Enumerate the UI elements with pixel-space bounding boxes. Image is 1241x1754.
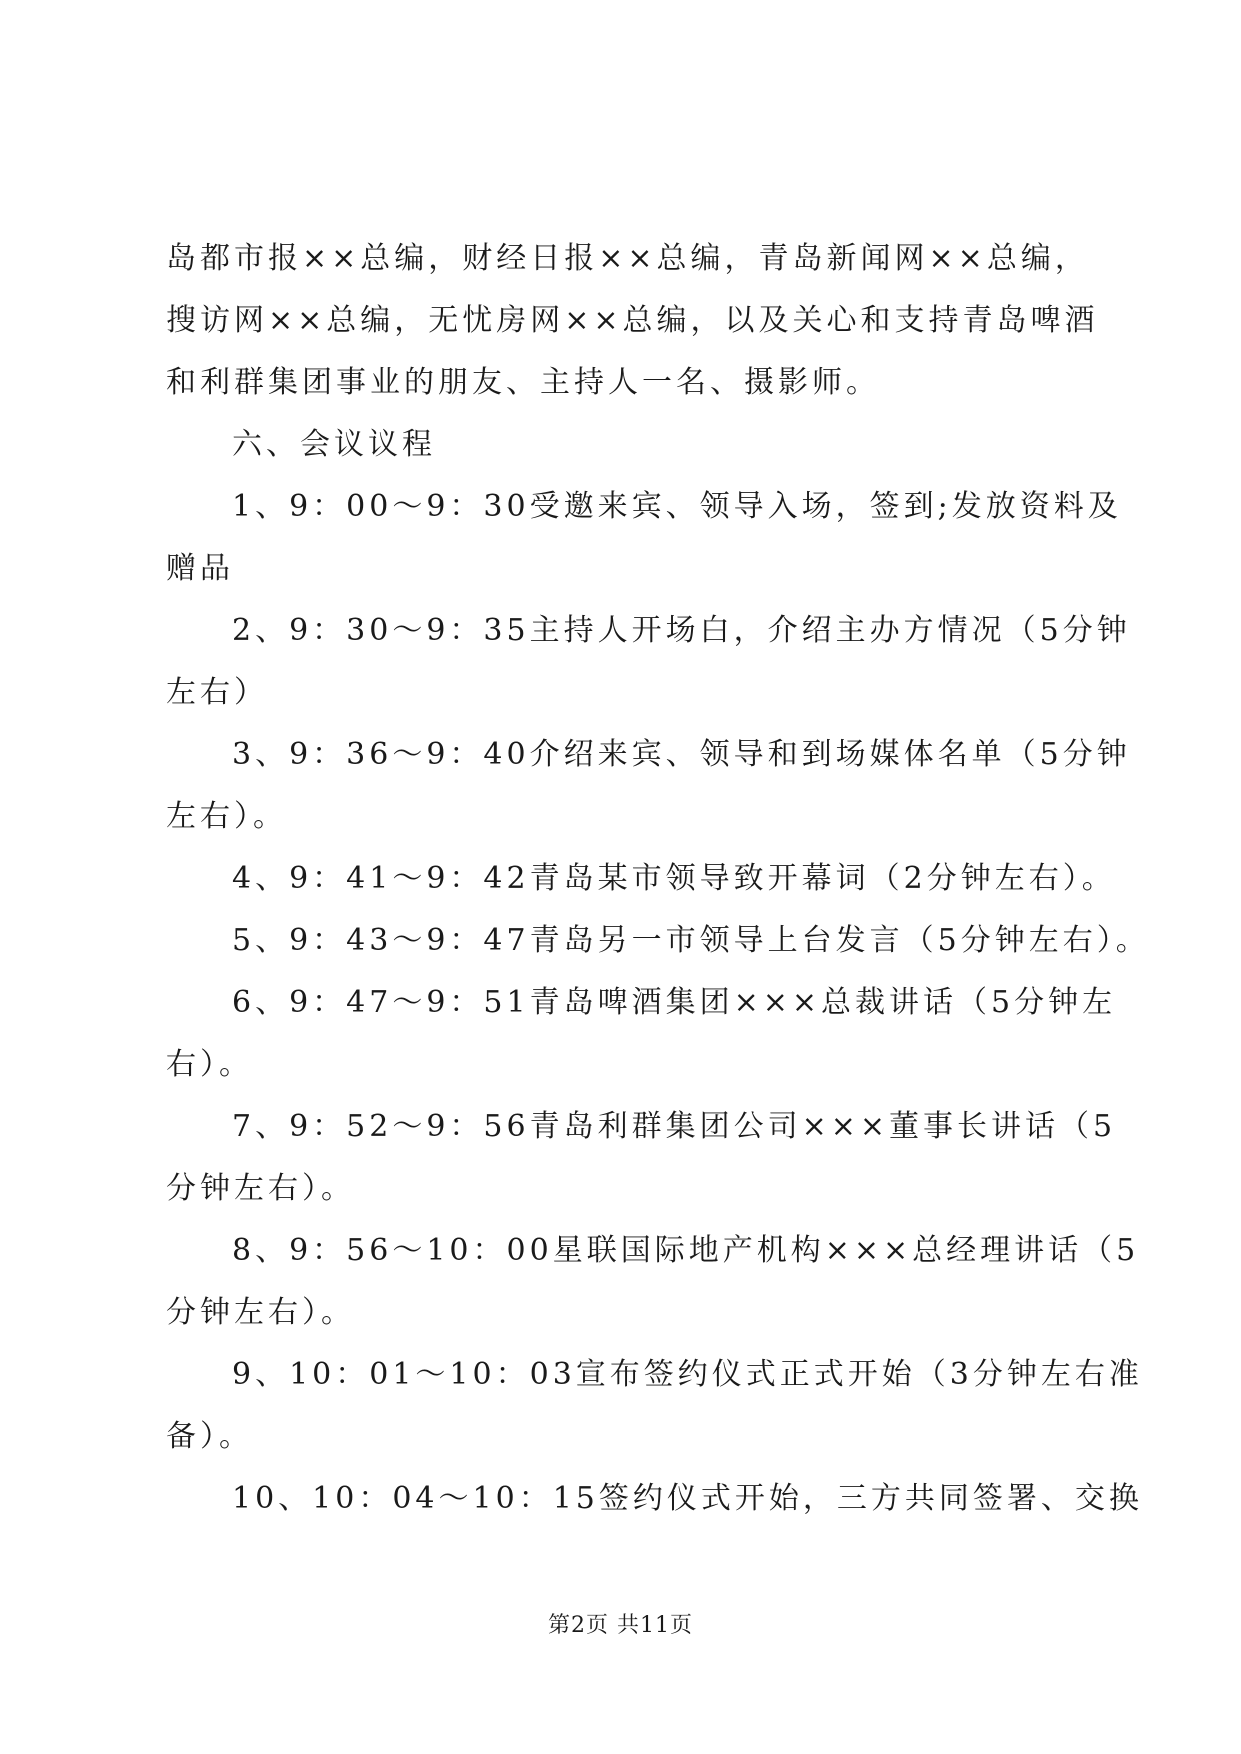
agenda-item-continuation: 赠品 [166, 551, 234, 586]
agenda-item: 6、9：47～9：51青岛啤酒集团×××总裁讲话（5分钟左 [232, 985, 1117, 1020]
document-body [166, 228, 1150, 1530]
body-line: 岛都市报××总编，财经日报××总编，青岛新闻网××总编， [166, 241, 1089, 276]
agenda-item-continuation: 备）。 [166, 1419, 253, 1454]
agenda-item: 2、9：30～9：35主持人开场白，介绍主办方情况（5分钟 [232, 613, 1131, 648]
agenda-item-continuation: 右）。 [166, 1047, 253, 1082]
body-line: 搜访网××总编，无忧房网××总编，以及关心和支持青岛啤酒 [166, 303, 1099, 338]
body-line: 和利群集团事业的朋友、主持人一名、摄影师。 [166, 365, 880, 400]
agenda-item: 5、9：43～9：47青岛另一市领导上台发言（5分钟左右）。 [232, 923, 1150, 958]
agenda-item-continuation: 左右）。 [166, 799, 287, 834]
agenda-item-continuation: 左右） [166, 675, 268, 710]
agenda-item: 3、9：36～9：40介绍来宾、领导和到场媒体名单（5分钟 [232, 737, 1131, 772]
agenda-item-continuation: 分钟左右）。 [166, 1171, 355, 1206]
agenda-item: 7、9：52～9：56青岛利群集团公司×××董事长讲话（5 [232, 1109, 1117, 1144]
agenda-item: 10、10：04～10：15签约仪式开始，三方共同签署、交换 [232, 1481, 1143, 1516]
agenda-item-continuation: 分钟左右）。 [166, 1295, 355, 1330]
section-heading: 六、会议议程 [232, 427, 436, 462]
agenda-item: 8、9：56～10：00星联国际地产机构×××总经理讲话（5 [232, 1233, 1140, 1268]
agenda-item: 1、9：00～9：30受邀来宾、领导入场，签到;发放资料及 [232, 489, 1122, 524]
page-footer: 第2页 共11页 [548, 1613, 693, 1638]
agenda-item: 4、9：41～9：42青岛某市领导致开幕词（2分钟左右）。 [232, 861, 1116, 896]
agenda-item: 9、10：01～10：03宣布签约仪式正式开始（3分钟左右准 [232, 1357, 1143, 1392]
